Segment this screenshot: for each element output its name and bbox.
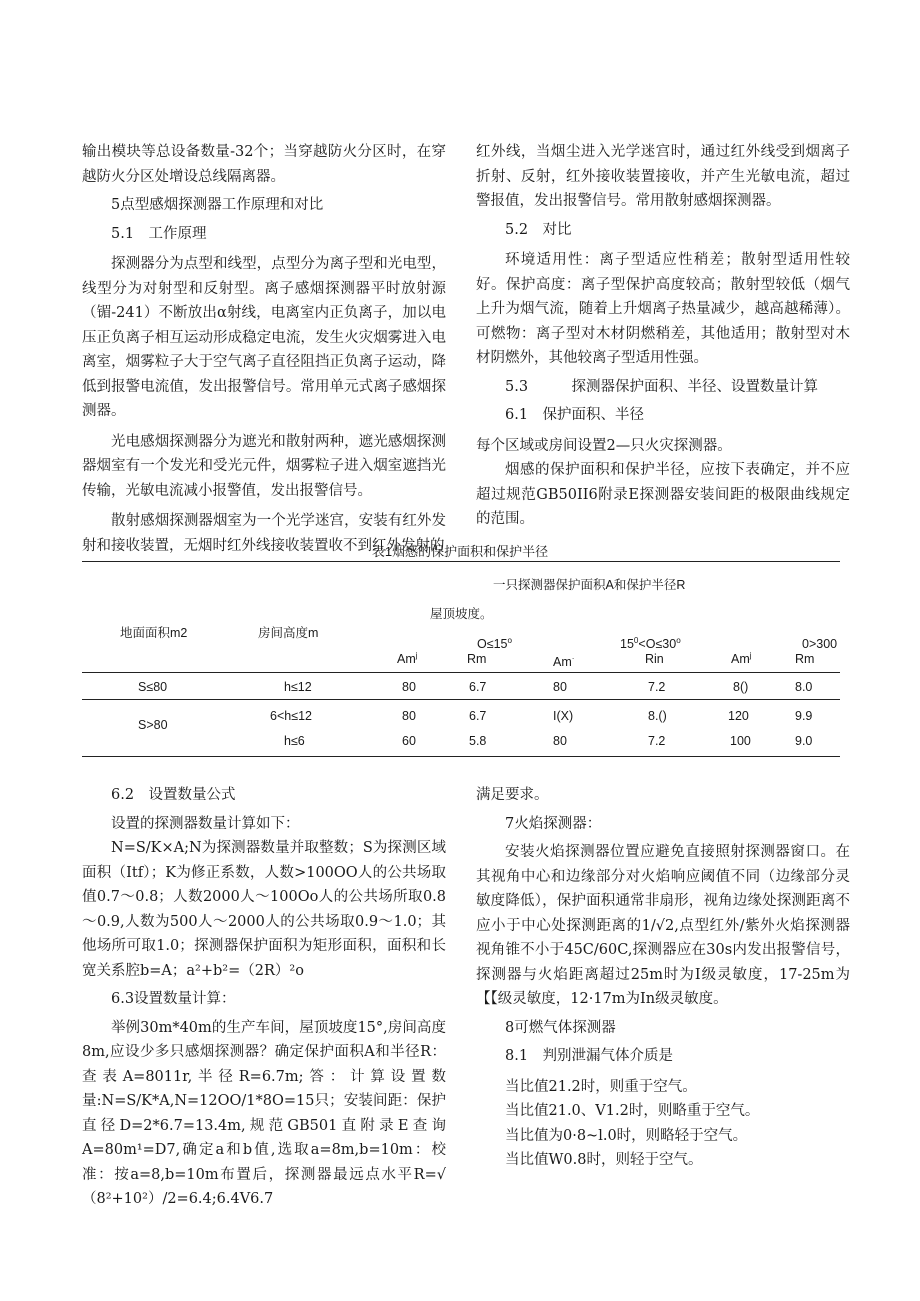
- sub-header-radius-3: Rm: [795, 652, 815, 666]
- paragraph: 当比值W0.8时，则轻于空气。: [505, 1152, 703, 1168]
- paragraph: 安装火焰探测器位置应避免直接照射探测器窗口。在其视角中心和边缘部分对火焰响应阈值不同（边缘部分灵敏度降低），保护面积通常非扇形，视角边缘处探测距离不应小于中心处探测距离的1/√2,点型红外/紫外火焰探测器视角锥不小于45C/60C,探测器应在30s内发出报警信号，探测器与火焰距离超过25m时为I级灵敏度，17-25m为【【级灵敏度，12·17m为In级灵敏度。: [476, 844, 850, 1007]
- section-heading: 5点型感烟探测器工作原理和对比: [111, 197, 324, 213]
- right-column-top: [476, 140, 850, 532]
- cell-value: 80: [553, 734, 567, 748]
- cell-value: 7.2: [648, 734, 666, 748]
- sub-header-radius-2: Rin: [645, 652, 664, 666]
- cell-value: 6.7: [469, 709, 487, 723]
- paragraph: N=S/K×A;N为探测器数量并取整数；S为探测区域面积（Itf）；K为修正系数，人数>100OO人的公共场取值0.7～0.8；人数2000人～100Oo人的公共场所取0.8～0.9,人数为500人～2000人的公共场取0.9～1.0；其他场所可取1.0；探测器保护面积为矩形面积，面积和长宽关系腔b=A；a²+b²=（2R）²o: [82, 840, 446, 979]
- paragraph: 满足要求。: [476, 787, 549, 803]
- table-header-rule: [82, 672, 840, 673]
- cell-value: 120: [728, 709, 749, 723]
- section-heading: 7火焰探测器：: [505, 815, 602, 832]
- col-room-height: 房间高度m: [258, 626, 319, 640]
- subsection-heading: 5.1 工作原理: [111, 225, 207, 242]
- paragraph: 每个区域或房间设置2—只火灾探测器。: [476, 437, 732, 454]
- table-bottom-rule: [82, 756, 840, 757]
- cell-value: 5.8: [469, 734, 487, 748]
- cell-value: 9.0: [795, 734, 813, 748]
- right-column-bottom: [476, 783, 850, 1173]
- paragraph: 探测器分为点型和线型，点型分为离子型和光电型，线型分为对射型和反射型。离子感烟探测器平时放射源（镅-241）不断放出α射线，电离室内正负离子，加以电压正负离子相互运动形成稳定电流，发生火灾烟雾进入电离室，烟雾粒子大于空气离子直径阻挡正负离子运动，降低到报警电流值，发出报警信号。常用单元式离子感烟探测器。: [82, 256, 446, 419]
- slope-range-3: 0>300: [802, 637, 838, 651]
- sub-header-radius-1: Rm: [467, 652, 487, 666]
- paragraph: 环境适用性：离子型适应性稍差；散射型适用性较好。保护高度：离子型保护高度较高；散射型较低（烟气上升为烟气流，随着上升烟离子热量减少，越高越稀薄）。可燃物：离子型对木材阴燃稍差，其他适用；散射型对木材阴燃外，其他较离子型适用性强。: [476, 252, 850, 366]
- left-column-top: [82, 140, 446, 558]
- sub-header-area-1: Am$^j$: [397, 650, 418, 666]
- cell-value: 8.(): [648, 709, 667, 723]
- slope-range-1: $O\le 15^o$: [477, 635, 513, 651]
- cell-value: 8(): [733, 680, 749, 694]
- cell-value: 80: [402, 709, 416, 723]
- paragraph: 散射感烟探测器烟室为一个光学迷宫，安装有红外发射和接收装置，无烟时红外线接收装置收不到红外发射的: [82, 513, 446, 554]
- roof-slope-label: 屋顶坡度。: [430, 607, 493, 621]
- cell-value: 6.7: [469, 680, 487, 694]
- cell-room-height: h≤6: [284, 734, 305, 748]
- subsection-heading: 6.1 保护面积、半径: [505, 407, 645, 423]
- cell-value: 80: [402, 680, 416, 694]
- subsection-heading: 5.2 对比: [505, 221, 572, 238]
- cell-value: 100: [730, 734, 751, 748]
- subsection-heading: 5.3 探测器保护面积、半径、设置数量计算: [505, 378, 819, 395]
- slope-range-2: $15^0<O\le 30^o$: [620, 635, 681, 651]
- col-floor-area: 地面面积m2: [120, 626, 188, 640]
- paragraph: 光电感烟探测器分为遮光和散射两种，遮光感烟探测器烟室有一个发光和受光元件，烟雾粒子进入烟室遮挡光传输，光敏电流减小报警值，发出报警信号。: [82, 433, 446, 499]
- cell-value: 8.0: [795, 680, 813, 694]
- paragraph: 当比值21.2时，则重于空气。: [505, 1078, 697, 1095]
- subsection-heading: 6.2 设置数量公式: [111, 787, 236, 803]
- paragraph: 设置的探测器数量计算如下：: [111, 815, 300, 832]
- sub-header-area-3: Am$^j$: [731, 650, 752, 666]
- cell-floor-area: S≤80: [138, 680, 168, 694]
- paragraph: 烟感的保护面积和保护半径，应按下表确定，并不应超过规范GB50II6附录E探测器安装间距的极限曲线规定的范围。: [476, 462, 850, 527]
- section-heading: 8可燃气体探测器: [505, 1019, 616, 1036]
- left-column-bottom: [82, 783, 446, 1212]
- subsection-heading: 6.3设置数量计算：: [111, 991, 236, 1007]
- cell-room-height: 6<h≤12: [270, 709, 312, 723]
- table-caption: 表1烟感的保护面积和保护半径: [371, 544, 549, 559]
- paragraph: 输出模块等总设备数量-32个；当穿越防火分区时，在穿越防火分区处增设总线隔离器。: [82, 144, 446, 185]
- cell-value: 80: [553, 680, 567, 694]
- paragraph: 当比值21.0、V1.2时，则略重于空气。: [505, 1103, 760, 1119]
- table-top-rule: [82, 561, 840, 562]
- sub-header-area-2: Am·: [553, 653, 575, 669]
- table-row-rule: [82, 699, 840, 700]
- cell-room-height: h≤12: [284, 680, 312, 694]
- paragraph: 红外线，当烟尘进入光学迷宫时，通过红外线受到烟离子折射、反射，红外接收装置接收，并产生光敏电流，超过警报值，发出报警信号。常用散射感烟探测器。: [476, 144, 850, 209]
- table-group-header: 一只探测器保护面积A和保护半径R: [493, 578, 686, 592]
- cell-value: 9.9: [795, 709, 813, 723]
- cell-floor-area: S>80: [138, 718, 168, 732]
- cell-value: 60: [402, 734, 416, 748]
- paragraph: 当比值为0·8~l.0时，则略轻于空气。: [505, 1127, 748, 1144]
- subsection-heading: 8.1 判别泄漏气体介质是: [505, 1048, 674, 1064]
- cell-value: 7.2: [648, 680, 666, 694]
- paragraph: 举例30m*40m的生产车间，屋顶坡度15°,房间高度8m,应设少多只感烟探测器？确定保护面积A和半径R：查表A=8011r,半径R=6.7m;答：计算设置数量:N=S/K*A,N=12OO/1*8O=15只；安装间距：保护直径D=2*6.7=13.4m,规范GB501直附录E查询A=80m¹=D7,确定a和b值,选取a=8m,b=10m：校准：按a=8,b=10m布置后，探测器最远点水平R=√（8²+10²）/2=6.4;6.4V6.7: [82, 1019, 446, 1207]
- cell-value: I(X): [553, 709, 574, 723]
